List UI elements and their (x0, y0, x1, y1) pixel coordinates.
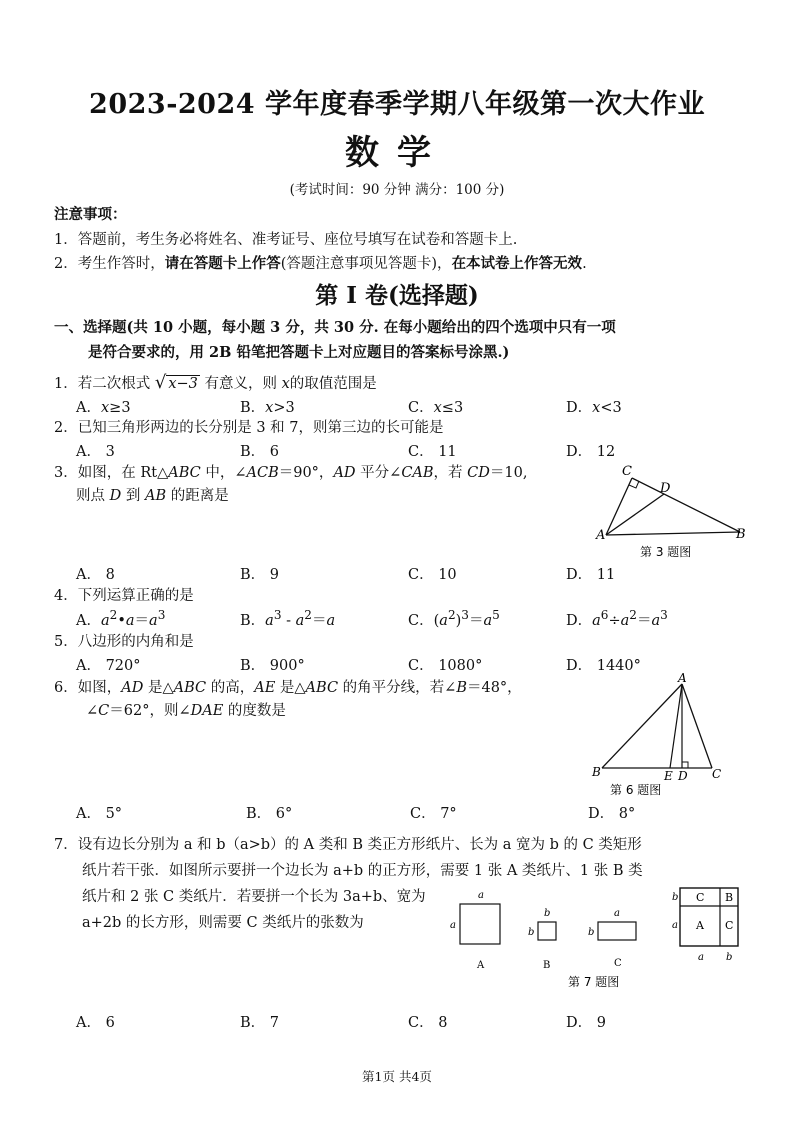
q6-label-e: E (664, 769, 673, 783)
q7-label-b-top: b (544, 908, 551, 919)
q7-label-c-top: a (614, 908, 620, 919)
q7-label-comp-a: a (672, 920, 678, 931)
q3-label-b: B (736, 527, 746, 542)
q6-option-c: C． 7° (410, 806, 457, 822)
q4-option-c: C．$(a^2)^3=a^5$ (408, 608, 500, 629)
q7-label-comp-bottom-a: a (698, 952, 704, 963)
q3-option-d: D． 11 (566, 567, 616, 583)
q7-comp-c-top: C (696, 891, 705, 904)
q7-option-c: C． 8 (408, 1015, 448, 1031)
q7-label-c-left: b (588, 927, 595, 938)
q2-option-d: D． 12 (566, 444, 616, 460)
note-1: 1．答题前，考生务必将姓名、准考证号、座位号填写在试卷和答题卡上. (54, 232, 518, 248)
q3-label-c: C (622, 464, 632, 479)
q3-caption: 第 3 题图 (640, 545, 692, 559)
q7-line-1: 7．设有边长分别为 a 和 b（a>b）的 A 类和 B 类正方形纸片、长为 a 宽为 b 的 C 类矩形 (54, 837, 642, 853)
exam-info: (考试时间：90 分钟 满分：100 分) (289, 182, 505, 198)
q2-stem: 2．已知三角形两边的长分别是 3 和 7，则第三边的长可能是 (54, 420, 444, 436)
q7-label-B: B (543, 960, 551, 971)
q3-stem-2: 则点 D 到 AB 的距离是 (76, 488, 229, 504)
q3-label-a: A (596, 528, 606, 543)
q5-stem: 5．八边形的内角和是 (54, 634, 194, 650)
exam-title: 2023-2024 学年度春季学期八年级第一次大作业 (89, 89, 705, 120)
q7-square-b (538, 922, 556, 940)
q2-option-b: B． 6 (240, 444, 279, 460)
q7-label-a-left: a (450, 920, 456, 931)
q6-right-angle-mark (682, 762, 688, 768)
q7-figure (440, 882, 770, 994)
q3-stem: 3．如图，在 Rt△ABC 中，∠ACB＝90°，AD 平分∠CAB，若 CD＝10, (54, 465, 528, 481)
q7-option-a: A． 6 (76, 1015, 115, 1031)
q1-option-d: D．x<3 (566, 400, 622, 416)
q7-label-b-left: b (528, 927, 535, 938)
q3-option-c: C． 10 (408, 567, 457, 583)
q7-label-comp-bottom-b: b (726, 952, 733, 963)
q7-line-3: 纸片和 2 张 C 类纸片．若要拼一个长为 3a+b、宽为 (82, 889, 426, 905)
q4-option-b: B．$a^3 - a^2=a$ (240, 608, 336, 629)
q2-option-a: A． 3 (76, 444, 115, 460)
q6-option-a: A． 5° (76, 806, 123, 822)
q4-option-d: D．$a^6\div a^2=a^3$ (566, 608, 668, 629)
q6-bisector-ae (670, 684, 682, 768)
q7-rect-c (598, 922, 636, 940)
q7-line-2: 纸片若干张．如图所示要拼一个边长为 a+b 的正方形，需要 1 张 A 类纸片、1 张 B 类 (82, 863, 643, 879)
page-footer: 第1页 共4页 (362, 1069, 432, 1084)
section-instruction-2: 是符合要求的，用 2B 铅笔把答题卡上对应题目的答案标号涂黑.) (88, 344, 510, 361)
q4-stem: 4．下列运算正确的是 (54, 588, 194, 604)
q6-caption: 第 6 题图 (610, 783, 662, 797)
q7-comp-c-right: C (725, 919, 734, 932)
q7-label-comp-b: b (672, 892, 679, 903)
section-title: 第 I 卷(选择题) (315, 282, 479, 309)
q6-figure (588, 672, 738, 800)
q2-option-c: C． 11 (408, 444, 457, 460)
q6-label-a: A (678, 672, 687, 685)
q6-label-c: C (712, 767, 722, 781)
q6-label-b: B (592, 765, 601, 779)
q6-side-ac (682, 684, 712, 768)
q6-stem: 6．如图，AD 是△ABC 的高，AE 是△ABC 的角平分线，若∠B＝48°， (54, 680, 522, 696)
section-instruction-1: 一、选择题(共 10 小题，每小题 3 分，共 30 分. 在每小题给出的四个选项中只有一项 (54, 319, 616, 336)
q5-option-c: C． 1080° (408, 658, 483, 674)
q6-side-ab (602, 684, 682, 768)
q7-line-4: a+2b 的长方形，则需要 C 类纸片的张数为 (82, 915, 364, 931)
q7-label-a-top: a (478, 890, 484, 901)
q5-option-a: A． 720° (76, 658, 141, 674)
q7-label-A: A (477, 960, 485, 971)
q7-option-b: B． 7 (240, 1015, 279, 1031)
q3-figure (592, 460, 762, 560)
q7-comp-b: B (725, 891, 734, 904)
subject-title: 数学 (345, 133, 449, 173)
q1-option-b: B．x>3 (240, 400, 295, 416)
q7-option-d: D． 9 (566, 1015, 606, 1031)
q7-caption: 第 7 题图 (568, 975, 620, 989)
q3-label-d: D (660, 481, 671, 496)
q6-stem-2: ∠C＝62°，则∠DAE 的度数是 (86, 703, 286, 719)
q4-option-a: A．$a^2•a=a^3$ (76, 608, 166, 629)
q7-label-C: C (614, 958, 622, 969)
note-2: 2．考生作答时，请在答题卡上作答(答题注意事项见答题卡)，在本试卷上作答无效. (54, 255, 587, 272)
q1-option-a: A．x≥3 (76, 400, 131, 416)
q5-option-d: D． 1440° (566, 658, 641, 674)
sqrt-icon: √ (154, 372, 167, 393)
q7-square-a (460, 904, 500, 944)
q1-option-c: C．x≤3 (408, 400, 464, 416)
q3-option-b: B． 9 (240, 567, 279, 583)
q1-stem: 1．若二次根式 √ x−3 有意义，则 x的取值范围是 (54, 372, 377, 393)
q7-comp-a: A (696, 919, 704, 932)
q6-option-d: D． 8° (588, 806, 636, 822)
notes-heading: 注意事项： (54, 206, 127, 223)
q3-option-a: A． 8 (76, 567, 115, 583)
q5-option-b: B． 900° (240, 658, 305, 674)
q6-option-b: B． 6° (246, 806, 293, 822)
q6-label-d: D (678, 769, 688, 783)
q3-side-ab (606, 532, 740, 535)
